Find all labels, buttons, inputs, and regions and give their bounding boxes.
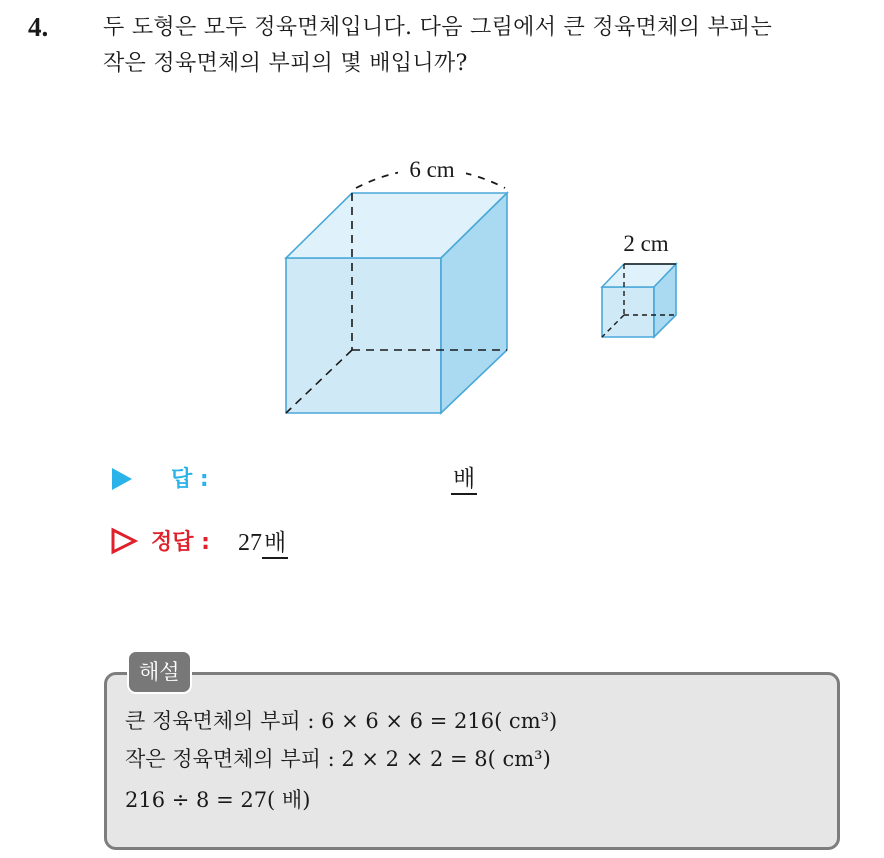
- question-line-2: 작은 정육면체의 부피의 몇 배입니까?: [103, 51, 468, 76]
- answer-label: 답 :: [171, 467, 209, 492]
- correct-answer-arrow-icon: [110, 527, 138, 555]
- answer-arrow-icon: [110, 466, 134, 492]
- answer-unit: [451, 460, 477, 493]
- correct-answer-value: [238, 524, 288, 557]
- solution-tag: 해설: [127, 650, 192, 694]
- question-number: 4.: [28, 12, 49, 42]
- correct-answer-number: 27: [238, 530, 262, 556]
- large-cube: [286, 152, 507, 413]
- question-line-1: 두 도형은 모두 정육면체입니다. 다음 그림에서 큰 정육면체의 부피는: [103, 15, 773, 40]
- small-cube: [602, 231, 676, 337]
- large-cube-label: 6 cm: [409, 157, 455, 182]
- solution-line-1: 큰 정육면체의 부피 : 6 × 6 × 6 = 216( cm³): [125, 709, 558, 733]
- solution-line-2: 작은 정육면체의 부피 : 2 × 2 × 2 = 8( cm³): [125, 747, 551, 771]
- solution-line-3: 216 ÷ 8 = 27( 배): [125, 788, 311, 812]
- correct-answer-unit: 배: [262, 530, 288, 559]
- small-cube-label: 2 cm: [623, 231, 669, 256]
- answer-unit-text: 배: [451, 466, 477, 495]
- correct-answer-label: 정답 :: [151, 530, 210, 555]
